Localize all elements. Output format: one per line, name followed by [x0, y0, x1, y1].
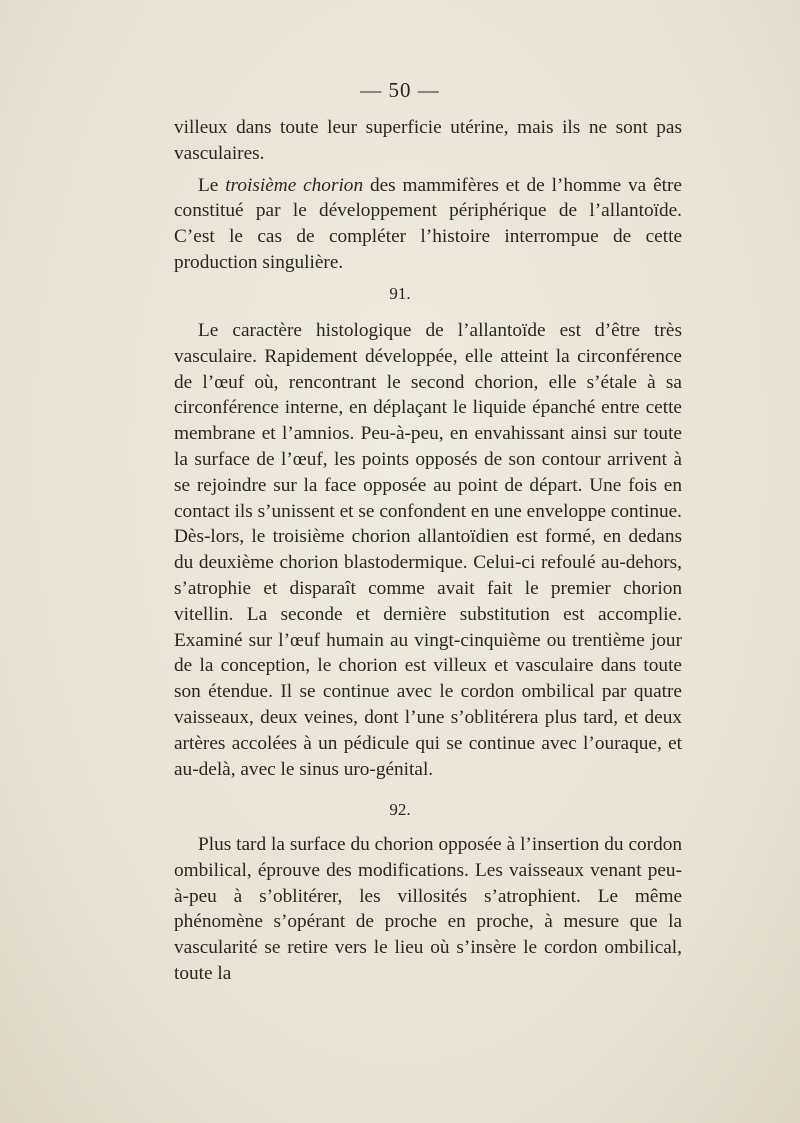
italic-term: troisième chorion: [225, 174, 364, 196]
section-92-body: [174, 832, 682, 987]
paragraph-91: Le caractère histologique de l’allantoïde est d’être très vasculaire. Rapidement développée, elle atteint la circonférence de l’œuf où, rencontrant le second chorion, elle s’étale à sa circonférence interne, en déplaçant le liquide épanché entre cette membrane et l’amnios. Peu-à-peu, en envahissant ainsi sur toute la surface de l’œuf, les points opposés de son contour arrivent à se rejoindre sur la face opposée au point de départ. Une fois en contact ils s’unissent et se confondent en une enveloppe continue. Dès-lors, le troisième chorion allantoïdien est formé, en dedans du deuxième chorion blastodermique. Celui-ci refoulé au-dehors, s’atrophie et disparaît comme avait fait le premier chorion vitellin. La seconde et dernière substitution est accomplie. Examiné sur l’œuf humain au vingt-cinquième ou trentième jour de la conception, le chorion est villeux et vasculaire dans toute son étendue. Il se continue avec le cordon ombilical par quatre vaisseaux, deux veines, dont l’une s’oblitérera plus tard, et deux artères accolées à un pédicule qui se continue avec l’ouraque, et au-delà, avec le sinus uro-génital.: [174, 320, 682, 780]
page-number: — 50 —: [360, 78, 440, 102]
paragraph-92: Plus tard la surface du chorion opposée à l’insertion du cordon ombilical, éprouve des modifications. Les vaisseaux venant peu-à-peu à s’oblitérer, les villosités s’atrophient. Le même phénomène s’opérant de proche en proche, à mesure que la vascularité se retire vers le lieu où s’insère le cordon ombilical, toute la: [174, 834, 682, 984]
section-number-92: 92.: [389, 800, 411, 819]
paragraph-lead: Le: [198, 174, 226, 196]
paragraph-troisieme-chorion: [174, 173, 682, 276]
paragraph-continuation: villeux dans toute leur superficie utérine, mais ils ne sont pas vasculaires.: [174, 117, 682, 164]
section-number-91: 91.: [389, 284, 411, 303]
section-91-body: [174, 318, 682, 782]
opening-paragraphs: [174, 115, 682, 276]
paragraph-rest: des mammifères et de l’homme va être constitué par le développement périphérique de l’allantoïde. C’est le cas de compléter l’histoire interrompue de cette production singulière.: [174, 174, 682, 273]
